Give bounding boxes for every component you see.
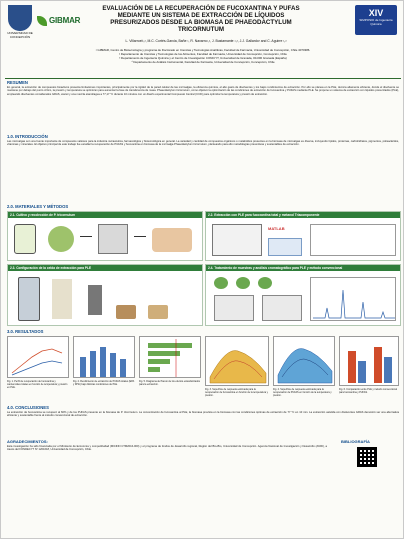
panel-cultivo-title: 2.1. Cultivo y recolección de P. tricornutum — [8, 212, 202, 218]
flask-icon — [14, 224, 36, 254]
fig2-caption: Fig. 2. Rendimiento de extracción de PUFAS totales (EPA y DHA) bajo distintas condiciones de PLE. — [73, 380, 135, 386]
fig4-caption: Fig. 4. Superficie de respuesta estimada para la recuperación de PUFAS en función de la temperatura y presión. — [273, 388, 332, 397]
affiliation-3: ³ Departamento de Ingeniería Química y el Centro de Investigación CONICYT, Universidad de Granada, 00-000 Granada (España) — [119, 56, 287, 60]
fig1-caption: Fig. 1. Perfil de recuperación de fucoxantina y carotenoides totales en función de temperatura y presión en PLE. — [7, 380, 68, 389]
fig3-chart — [205, 336, 269, 386]
affiliation-4: ⁴ Departamento de Análisis Instrumental, Facultad de Farmacia, Universidad de Concepción, Concepción, Chile — [131, 60, 275, 64]
agradecimientos-heading: AGRADECIMIENTOS: — [7, 439, 48, 444]
panel-tratamiento-muestras-title: 2.4. Tratamiento de muestras y análisis cromatográfico para PLE y método convencional — [206, 265, 400, 271]
resumen-heading: RESUMEN — [7, 80, 28, 85]
affiliation-1: ¹ GIBMAR, Centro de Biotecnología y programa de Doctorado en Ciencias y Tecnologías Analíticas, Facultad de Farmacia, Universidad de Concepción, Chile 4070386. — [95, 48, 311, 52]
culture-icon — [48, 226, 74, 252]
resultados-heading: 3.0. RESULTADOS — [7, 329, 44, 334]
title-line-3: PRESURIZADOS DESDE LA BIOMASA DE PHAEODACTYLUM — [110, 19, 292, 26]
fig1-chart — [7, 336, 69, 378]
chromatogram-chart — [310, 277, 396, 321]
materiales-heading: 2.0. MATERIALES Y MÉTODOS — [7, 204, 69, 209]
fig2-chart — [73, 336, 135, 378]
panel-extraccion-ple — [205, 211, 401, 261]
fig2-svg — [74, 337, 136, 379]
gc-icon — [262, 295, 302, 321]
header-divider — [5, 78, 401, 79]
ple-equipment-icon — [212, 224, 262, 256]
introduccion-heading: 1.0. INTRODUCCIÓN — [7, 134, 48, 139]
leaf-icon — [37, 16, 47, 26]
introduccion-text: Las microalgas son una fuente importante de compuestos valiosos para la industria nutracéutica, farmacológica y biotecnológica en general. La variedad y cantidad de compuestos orgánicos o metabolitos presentes en la biomasa de microalgas es diversa, incluyendo lípidos, proteínas, carbohidratos, pigmentos, polisacáridos, vitaminas y minerales. El objetivo principal de este trabajo fue estudiar la recuperación de PUFAS y fucoxantina en biomasa de la microalga Phaeodactylum tricornutum, planteando para ello metodologías preventivas y sustentables de extracción. — [7, 140, 399, 147]
fig1-svg — [8, 337, 70, 379]
step-icon-1 — [214, 277, 228, 289]
sample-vial-icon-2 — [148, 305, 168, 319]
panel-extraccion-ple-title: 2.2. Extracción con PLE para fucoxantina total y metanol Triacomponente — [206, 212, 400, 218]
congress-logo — [355, 5, 397, 35]
chromatogram-svg — [311, 278, 397, 322]
fig3-svg — [206, 337, 270, 387]
university-shield-icon — [8, 5, 32, 31]
ccd-table — [310, 224, 396, 256]
bibliografia-heading: BIBLIOGRAFÍA — [341, 439, 370, 444]
arrow-icon-2 — [134, 236, 146, 237]
resumen-text: En general, la extracción de compuestos bioactivos presenta limitaciones importantes, principalmente por la rigidez de la pared celular de las microalgas, la eficiencia química, el alto gasto de disolventes y los bajos rendimientos de extracción. Por ello se planea en la PLE, técnica altamente eficiente, donde el disolvente se mantiene por debajo del punto crítico, la presión y temperatura se optimizan para aumentar la fase de transferencia de masa. Phaeodactylum tricornutum, como objetivo la optimización de las condiciones de extracción de fucoxantina y PUFAS mediante PLE. Se propone un sistema de extracción con líquidos presurizados (PLE), empleando disolventes considerados GRAS, etanol y una mezcla etanol/agua a 77,17 °C durante 10 minutos con un diseño experimental Compuesto Central (CCD) para optimizar la temperatura y presión de extracción. — [7, 86, 399, 96]
congress-logo-text: SIMPOSIO de Ingeniería Química — [359, 18, 393, 26]
panel-configuracion-celda — [7, 264, 203, 326]
fig5-chart — [139, 336, 201, 378]
hplc-icon — [214, 295, 254, 321]
fig3-caption: Fig. 3. Superficie de respuesta estimada para la recuperación de fucoxantina en función de la temperatura y presión. — [205, 388, 268, 397]
affiliation-2: ² Departamento de Ciencias y Tecnologías de los Alimentos, Facultad de Farmacia, Universidad de Concepción, Concepción, Chile — [119, 52, 287, 56]
university-logo-text: UNIVERSIDAD DE CONCEPCIÓN — [7, 31, 33, 39]
agradecimientos-text: Esta investigación ha sido financiada por el Ministerio de Economía y competitividad (MICINN CTM2016-000) y el programa de fondos de desarrollo regional, Región del Bío-Bío, Universidad de Concepción. Agencia Nacional de Investigación y Desarrollo (ANID), a través del FONDECYT Nº 1201618, Universidad de Concepción, Chile. — [7, 445, 327, 452]
extraction-cell-icon — [18, 277, 40, 321]
design-matrix-icon — [268, 238, 302, 256]
title-line-1: EVALUACIÓN DE LA RECUPERACIÓN DE FUCOXANTINA Y PUFAS — [102, 5, 300, 12]
fig4-chart — [273, 336, 335, 386]
gibmar-logo — [37, 15, 79, 27]
step-icon-3 — [258, 277, 272, 289]
fig6-chart — [339, 336, 399, 386]
university-logo — [5, 5, 35, 45]
title-line-4: TRICORNUTUM — [177, 26, 225, 33]
affiliations — [21, 48, 385, 64]
fig5-svg — [140, 337, 202, 379]
congress-logo-number: XIV — [368, 8, 384, 18]
fig6-svg — [340, 337, 400, 387]
qr-code-icon — [357, 447, 377, 467]
panel-cultivo — [7, 211, 203, 261]
poster-title — [81, 5, 321, 33]
column-icon — [88, 285, 102, 315]
biomass-icon — [152, 228, 192, 252]
gibmar-logo-text: GIBMAR — [49, 16, 81, 25]
panel-configuracion-celda-title: 2.3. Configuración de la celda de extracción para PLE — [8, 265, 202, 271]
authors: L. Villarroel¹,², M.C. Cortés-Garcia, Bañe ¹, R. Navarro¹,², J. Bustamante ¹,², J.J. Gallardo³ and C. Aguirre ¹,² — [125, 39, 287, 43]
title-line-2: MEDIANTE UN SISTEMA DE EXTRACCIÓN DE LÍQUIDOS — [117, 12, 285, 19]
conclusiones-heading: 4.0. CONCLUSIONES — [7, 405, 49, 410]
fig6-caption: Fig. 6. Comparación entre PLE y método convencional para fucoxantina y PUFAS. — [339, 388, 397, 394]
fig5-caption: Fig. 5. Diagrama de Pareto de los efectos estandarizados para la extracción. — [139, 380, 200, 386]
fig4-svg — [274, 337, 336, 387]
cell-layers-icon — [52, 279, 72, 319]
step-icon-2 — [236, 277, 250, 289]
panel-tratamiento-muestras — [205, 264, 401, 326]
bioreactor-icon — [98, 224, 128, 254]
conclusiones-text: La extracción de fucoxantina se recuperó al 60% y de los PUFAS presente en la biomasa de P. tricornutum. La concentración de fucoxantina al PLE, la biomasa prevista en la biomasa con las condiciones óptimas de extracción de 77 °C en 10 min. La extracción asistida con disolventes GRAS demostró ser una alternativa eficiente y sustentable frente al método convencional de extracción. — [7, 411, 399, 418]
matlab-logo: MATLAB — [268, 226, 285, 231]
sample-vial-icon — [116, 305, 136, 319]
arrow-icon — [80, 236, 92, 237]
